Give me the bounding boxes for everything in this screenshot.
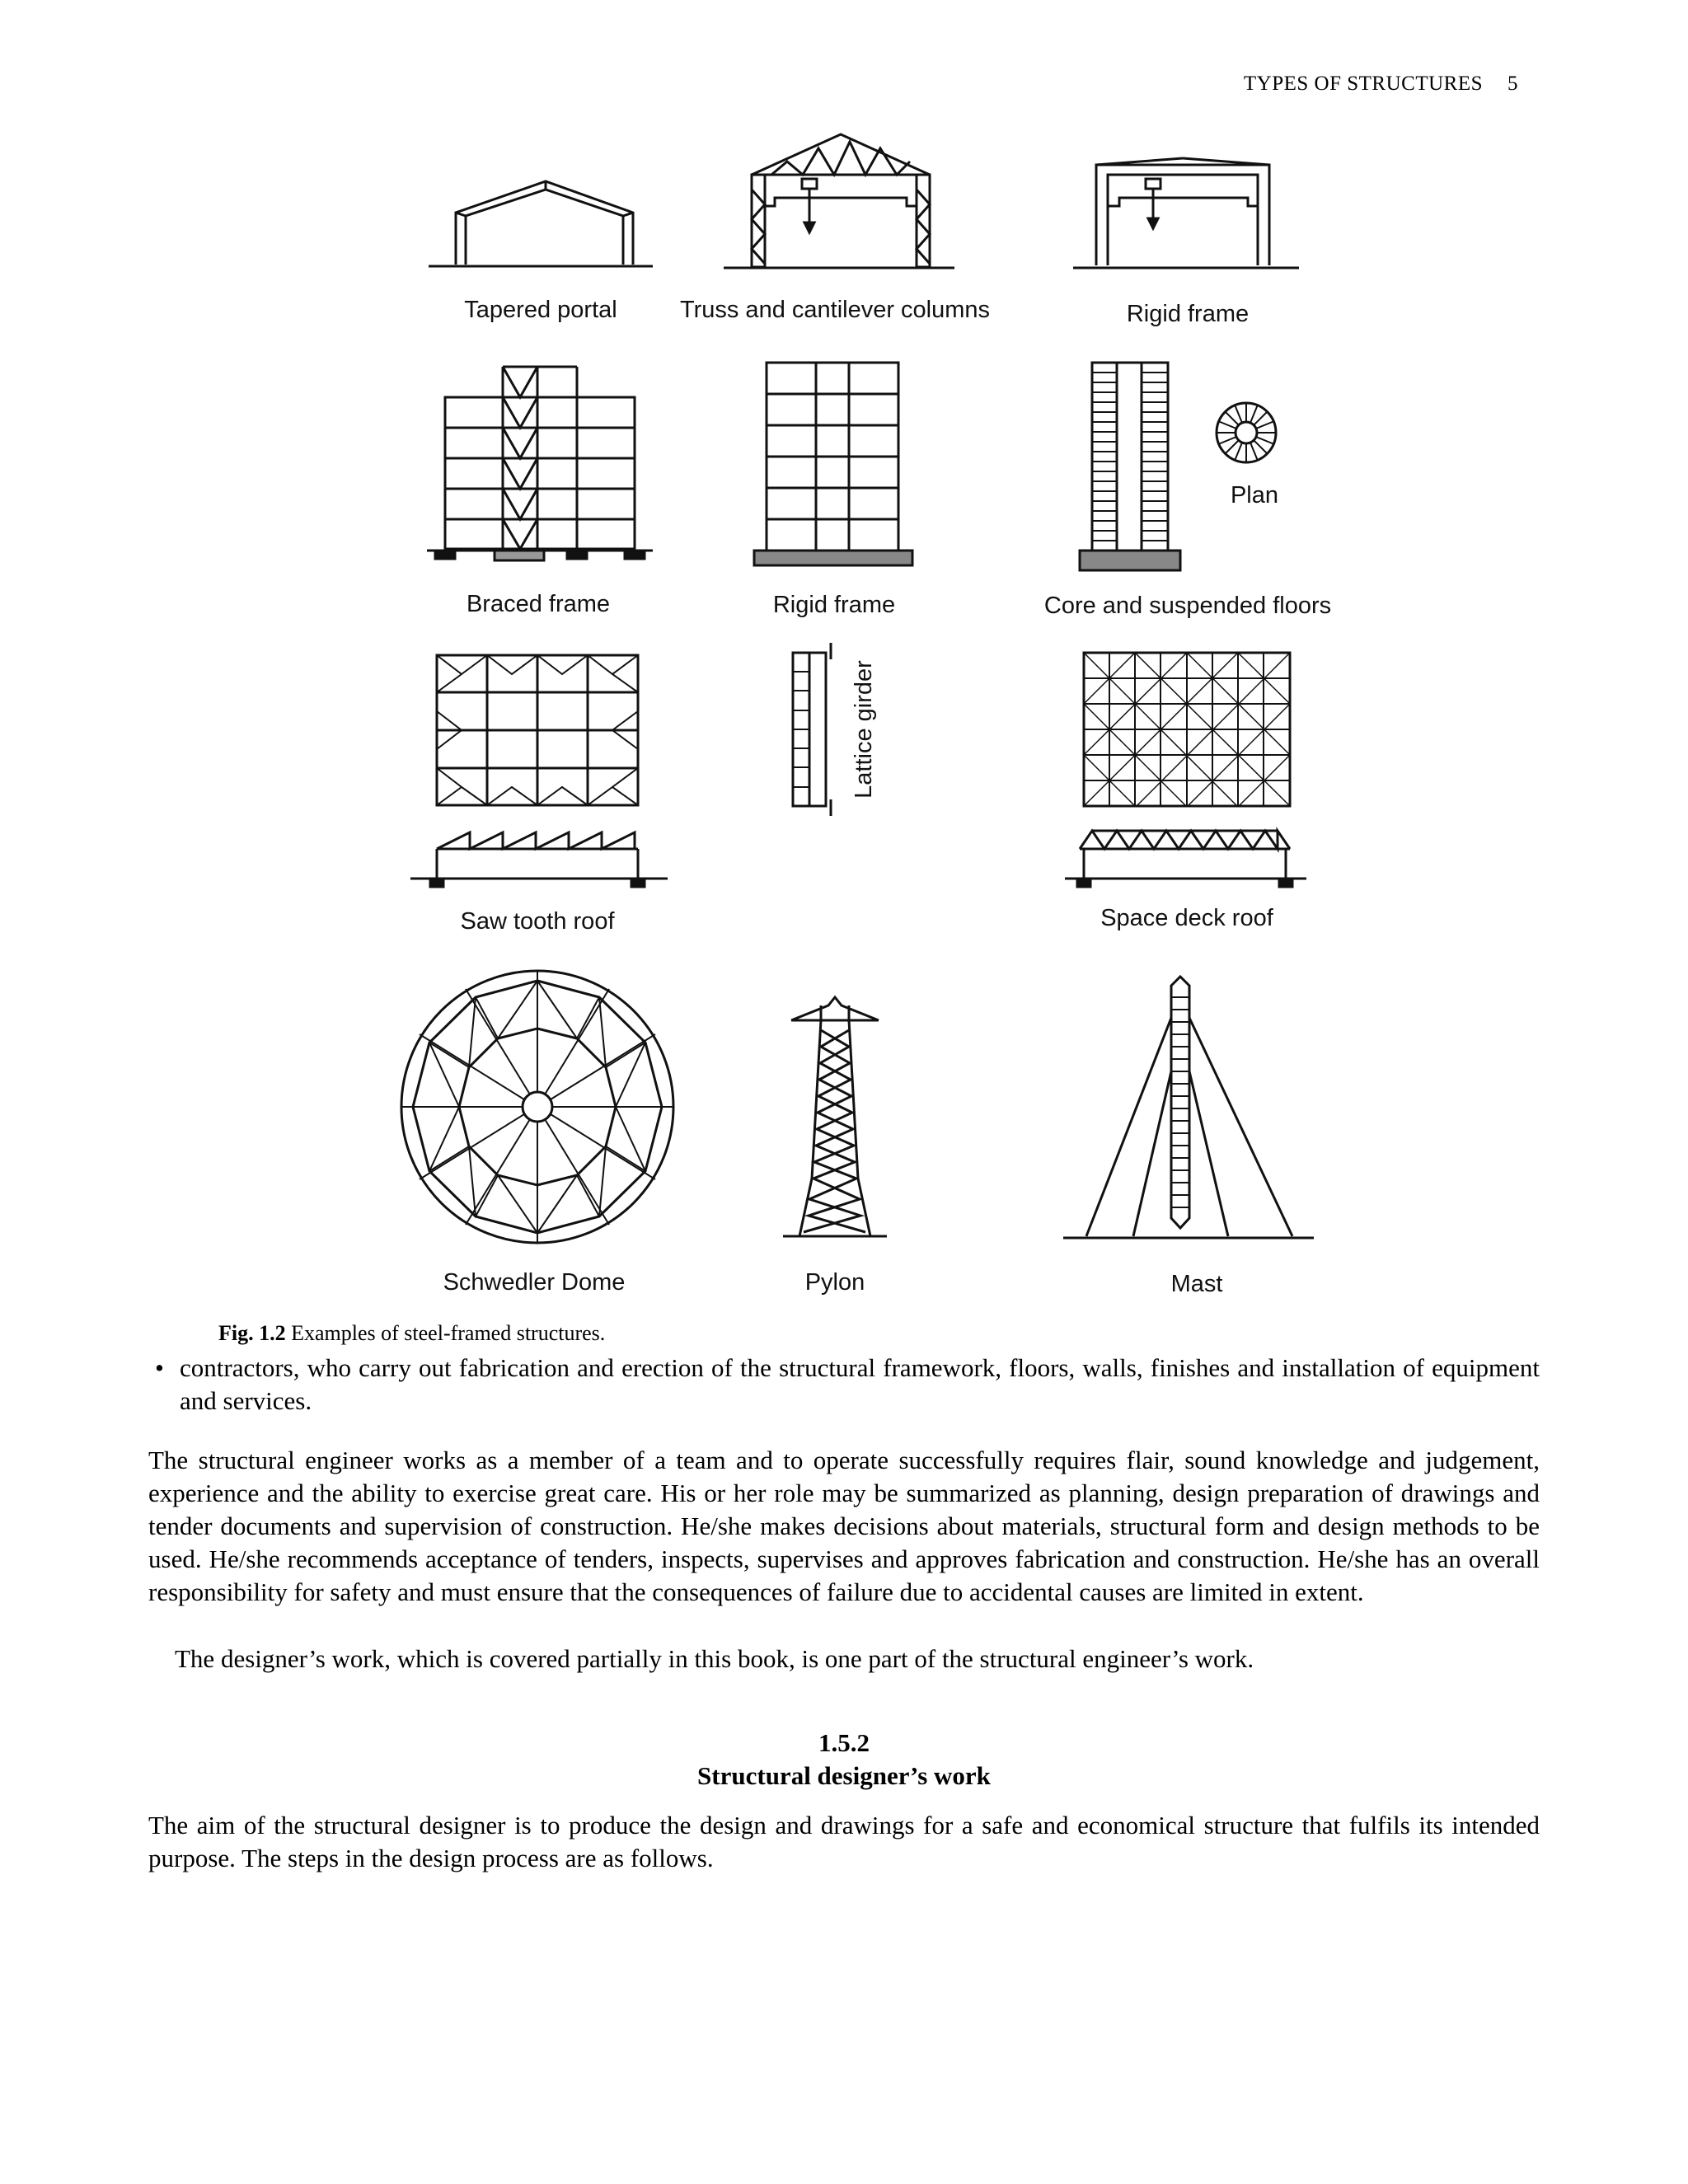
label-tapered-portal: Tapered portal (464, 297, 617, 323)
tapered-portal-drawing (429, 181, 653, 266)
braced-frame-drawing (427, 367, 653, 560)
schwedler-dome-drawing (401, 971, 673, 1243)
label-mast: Mast (1170, 1271, 1223, 1297)
rigid-frame-top-drawing (1073, 158, 1299, 268)
section-title: Structural designer’s work (697, 1761, 991, 1790)
label-space-deck: Space deck roof (1100, 905, 1273, 931)
label-schwedler-dome: Schwedler Dome (443, 1269, 626, 1296)
figure-caption-number: Fig. 1.2 (218, 1321, 286, 1345)
figure-caption-text: Examples of steel-framed structures. (291, 1321, 606, 1345)
page-number: 5 (1507, 73, 1518, 95)
label-braced-frame: Braced frame (466, 591, 611, 617)
space-deck-elevation-drawing (1065, 831, 1306, 887)
rigid-frame-mid-drawing (754, 363, 912, 565)
section-number: 1.5.2 (818, 1728, 870, 1757)
paragraph-designer-aim: The aim of the structural designer is to produce the design and drawings for a safe and economical structure that fulfils its intended purpose. The steps in the design process are as follows. (148, 1811, 1540, 1872)
paragraph-designer-work: The designer’s work, which is covered partially in this book, is one part of the structural engineer’s work. (175, 1644, 1254, 1673)
bullet-text: contractors, who carry out fabrication and erection of the structural framework, floors, walls, finishes and installation of equipment and services. (180, 1353, 1540, 1415)
label-rigid-frame-top: Rigid frame (1126, 301, 1250, 327)
truss-cantilever-drawing (724, 134, 954, 268)
label-truss-cantilever: Truss and cantilever columns (679, 297, 991, 323)
label-core-suspended: Core and suspended floors (1043, 593, 1332, 619)
saw-tooth-plan-drawing (437, 655, 638, 805)
label-lattice-girder: Lattice girder (851, 660, 877, 799)
label-plan: Plan (1230, 482, 1279, 509)
bullet-icon: • (155, 1353, 164, 1382)
paragraph-engineer-role: The structural engineer works as a member of a team and to operate successfully requires flair, sound knowledge and judgement, experience and the ability to exercise great care. His or her role may be summarized as planning, design preparation of drawings and tender documents and supervision of construction. He/she makes decisions about materials, structural form and design methods to be used. He/she recommends acceptance of tenders, inspects, supervises and approves fabrication and construction. He/she has an overall responsibility for safety and must ensure that the consequences of failure due to accidental causes are limited in extent. (148, 1446, 1540, 1606)
core-plan-drawing (1217, 403, 1276, 462)
label-rigid-frame-mid: Rigid frame (772, 592, 896, 618)
lattice-girder-drawing (793, 643, 831, 816)
space-deck-plan-drawing (1084, 653, 1290, 806)
running-head-title: TYPES OF STRUCTURES (1243, 73, 1483, 95)
saw-tooth-elevation-drawing (410, 832, 668, 887)
figure-caption (218, 1321, 605, 1346)
pylon-drawing (783, 997, 887, 1236)
label-pylon: Pylon (804, 1269, 865, 1296)
label-saw-tooth: Saw tooth roof (460, 908, 615, 935)
core-suspended-drawing (1080, 363, 1180, 570)
bullet-item (148, 1352, 1540, 1418)
mast-drawing (1063, 977, 1314, 1238)
